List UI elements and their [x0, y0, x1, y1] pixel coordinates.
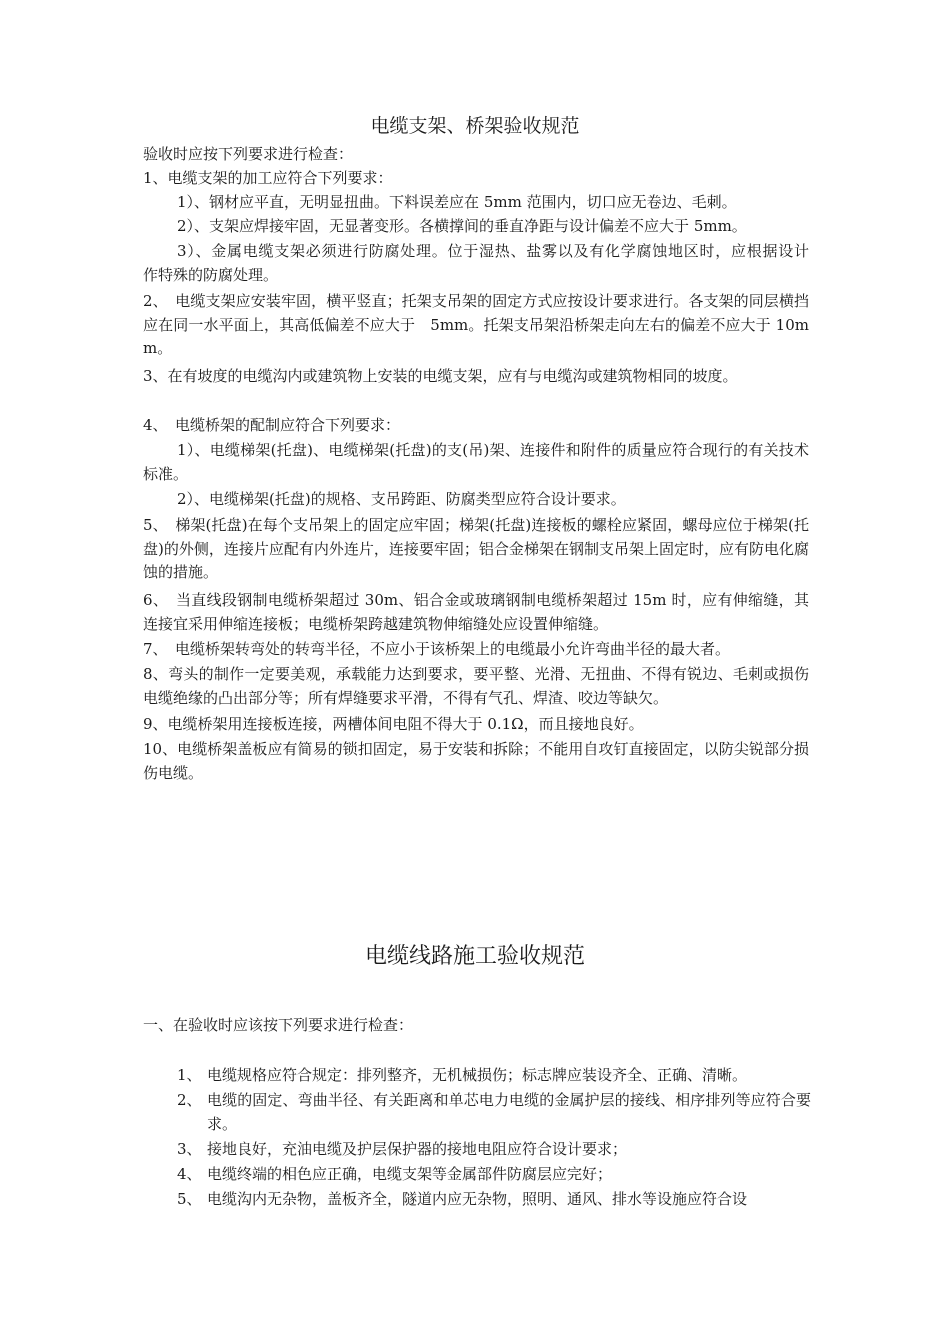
- list-item-text: 电缆终端的相色应正确，电缆支架等金属部件防腐层应完好；: [207, 1165, 613, 1183]
- section1-intro: 验收时应按下列要求进行检查：: [143, 145, 354, 163]
- list-item-number: 3、: [177, 1140, 202, 1158]
- list-item-number: 4、: [177, 1165, 202, 1183]
- clause-7: 7、 电缆桥架转弯处的转弯半径，不应小于该桥架上的电缆最小允许弯曲半径的最大者。: [143, 640, 731, 658]
- list-item-number: 5、: [177, 1190, 202, 1208]
- list-item: [177, 1088, 811, 1136]
- clause-3: 3、在有坡度的电缆沟内或建筑物上安装的电缆支架，应有与电缆沟或建筑物相同的坡度。: [143, 367, 738, 385]
- list-item: [177, 1162, 811, 1186]
- clause-1-3: 3）、金属电缆支架必须进行防腐处理。位于湿热、盐雾以及有化学腐蚀地区时，应根据设计 作特殊的防腐处理。: [143, 242, 825, 284]
- list-item: [177, 1137, 811, 1161]
- clause-10: 10、电缆桥架盖板应有简易的锁扣固定，易于安装和拆除；不能用自攻钉直接固定，以防尖锐部分损伤电缆。: [143, 740, 809, 782]
- list-item-number: 2、: [177, 1091, 202, 1109]
- clause-4-1: 1）、电缆梯架(托盘)、电缆梯架(托盘)的支(吊)架、连接件和附件的质量应符合现行的有关技术标准。: [143, 441, 809, 483]
- clause-6: 6、 当直线段钢制电缆桥架超过 30m、铝合金或玻璃钢制电缆桥架超过 15m 时，应有伸缩缝，其连接宜采用伸缩连接板；电缆桥架跨越建筑物伸缩缝处应设置伸缩缝。: [143, 591, 809, 633]
- list-item-text: 接地良好，充油电缆及护层保护器的接地电阻应符合设计要求；: [207, 1140, 628, 1158]
- clause-1-2: 2）、支架应焊接牢固，无显著变形。各横撑间的垂直净距与设计偏差不应大于 5mm。: [177, 217, 747, 235]
- section2-intro: 一、在验收时应该按下列要求进行检查：: [143, 1016, 414, 1034]
- section2-title: 电缆线路施工验收规范: [364, 944, 585, 969]
- clause-2: 2、 电缆支架应安装牢固，横平竖直；托架支吊架的固定方式应按设计要求进行。各支架的同层横挡应在同一水平面上，其高低偏差不应大于 5mm。托架支吊架沿桥架走向左右的偏差不应大于 10mm。: [143, 292, 809, 357]
- list-item-number: 1、: [177, 1066, 202, 1084]
- clause-4-2: 2）、电缆梯架(托盘)的规格、支吊跨距、防腐类型应符合设计要求。: [177, 490, 626, 508]
- clause-4: 4、 电缆桥架的配制应符合下列要求：: [143, 416, 401, 434]
- section1-title: 电缆支架、桥架验收规范: [370, 115, 580, 137]
- list-item-text: 电缆规格应符合规定：排列整齐，无机械损伤；标志牌应装设齐全、正确、清晰。: [207, 1066, 748, 1084]
- list-item-text: 电缆沟内无杂物，盖板齐全，隧道内应无杂物，照明、通风、排水等设施应符合设: [207, 1190, 748, 1208]
- clause-1-1: 1）、钢材应平直，无明显扭曲。下料误差应在 5mm 范围内，切口应无卷边、毛刺。: [177, 193, 737, 211]
- list-item: [177, 1063, 811, 1087]
- clause-9: 9、电缆桥架用连接板连接，两槽体间电阻不得大于 0.1Ω，而且接地良好。: [143, 715, 644, 733]
- clause-1: 1、电缆支架的加工应符合下列要求：: [143, 169, 393, 187]
- list-item: [177, 1187, 811, 1211]
- list-item-text: 电缆的固定、弯曲半径、有关距离和单芯电力电缆的金属护层的接线、相序排列等应符合要求。: [207, 1091, 811, 1133]
- clause-8: 8、弯头的制作一定要美观，承载能力达到要求，要平整、光滑、无扭曲、不得有锐边、毛刺或损伤电缆绝缘的凸出部分等；所有焊缝要求平滑，不得有气孔、焊渣、咬边等缺欠。: [143, 665, 809, 707]
- clause-5: 5、 梯架(托盘)在每个支吊架上的固定应牢固；梯架(托盘)连接板的螺栓应紧固，螺母应位于梯架(托盘)的外侧，连接片应配有内外连片，连接要牢固；铝合金梯架在钢制支吊架上固定时，应有防电化腐蚀的措施。: [143, 516, 809, 581]
